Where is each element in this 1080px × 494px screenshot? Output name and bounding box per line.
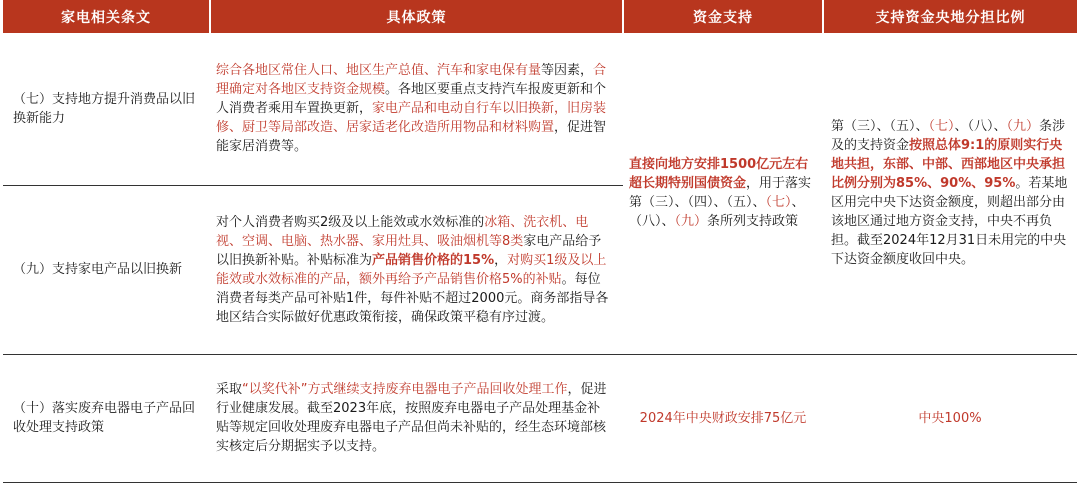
policy-cell	[210, 354, 623, 482]
highlighted-text: 对购买1级及以上能效或水效标准的产品，额外再给予产品销售价格5%的补贴	[216, 252, 607, 287]
header-funding: 资金支持	[623, 0, 823, 33]
table-row	[3, 354, 1077, 482]
highlighted-text: （七）	[928, 119, 955, 135]
text-segment: 等因素，	[541, 63, 594, 79]
merged-share-cell	[823, 33, 1077, 354]
text-segment: 、（八）、	[954, 119, 1007, 135]
article-cell: （九）支持家电产品以旧换新	[3, 185, 210, 354]
text-segment: ，	[494, 252, 508, 268]
highlighted-text: 家电产品和电动自行车以旧换新，旧房装修、厨卫等局部改造、居家适老化改造所用物品和材料购置	[216, 101, 607, 136]
text-segment: 。各地区要重点支持汽车报废更新和个人消费者乘用车置换更新，	[216, 82, 607, 117]
table-row	[3, 33, 1077, 185]
text-segment: 家电产品给予以旧换新补贴。补贴标准为	[216, 233, 602, 268]
text-segment: 。每位消费者每类产品可补贴1件，每件补贴不超过2000元。商务部指导各地区结合实际做好优惠政策衔接，确保政策平稳有序过渡。	[216, 271, 609, 325]
text-segment: 采取	[216, 382, 243, 397]
highlighted-text: “以奖代补”方式继续支持废弃电器电子产品回收处理工作	[242, 382, 568, 397]
highlighted-text: 综合各地区常住人口、地区生产总值、汽车和家电保有量	[216, 63, 542, 79]
text-segment: ，用于落实第（三）、（四）、（五）、	[629, 176, 812, 211]
text-segment: 。若某地区用完中央下达资金额度，则超出部分由该地区通过地方资金支持，中央不再负担。截至2024年12月31日未用完的中央下达资金额度收回中央。	[831, 176, 1068, 268]
text-segment: ，促进行业健康发展。截至2023年底，按照废弃电器电子产品处理基金补贴等规定回收处理废弃电器电子产品但尚未补贴的，经生态环境部核实核定后分期据实予以支持。	[216, 382, 607, 454]
text-segment: 条涉及的支持资金	[831, 119, 1066, 154]
highlighted-text: 直接向地方安排1500亿元左右超长期特别国债资金	[629, 157, 809, 192]
header-article: 家电相关条文	[3, 0, 210, 33]
highlighted-text: 按照总体9:1的原则实行央地共担，东部、中部、西部地区中央承担比例分别为85%、90%、95%	[831, 138, 1066, 192]
highlighted-text: （九）	[674, 214, 708, 230]
header-row	[3, 0, 1077, 33]
share-cell: 中央100%	[823, 354, 1077, 482]
header-policy: 具体政策	[210, 0, 623, 33]
article-cell: （七）支持地方提升消费品以旧换新能力	[3, 33, 210, 185]
policy-table	[3, 0, 1077, 483]
highlighted-text: 合理确定对各地区支持资金规模	[216, 63, 607, 98]
text-segment: 、（八）、	[629, 195, 805, 230]
highlighted-text: （七）	[765, 195, 792, 211]
merged-funding-cell	[623, 33, 823, 354]
policy-cell	[210, 185, 623, 354]
highlighted-text: 产品销售价格的15%	[372, 252, 495, 268]
text-segment: 对个人消费者购买2级及以上能效或水效标准的	[216, 214, 485, 230]
highlighted-text: 冰箱、洗衣机、电视、空调、电脑、热水器、家用灶具、吸油烟机等8类	[216, 214, 589, 249]
highlighted-text: （九）	[1006, 119, 1040, 135]
article-cell: （十）落实废弃电器电子产品回收处理支持政策	[3, 354, 210, 482]
text-segment: 条所列支持政策	[707, 214, 799, 230]
policy-cell	[210, 33, 623, 185]
header-share: 支持资金央地分担比例	[823, 0, 1077, 33]
funding-cell: 2024年中央财政安排75亿元	[623, 354, 823, 482]
text-segment: ，促进智能家居消费等。	[216, 120, 607, 155]
text-segment: 第（三）、（五）、	[831, 119, 929, 135]
